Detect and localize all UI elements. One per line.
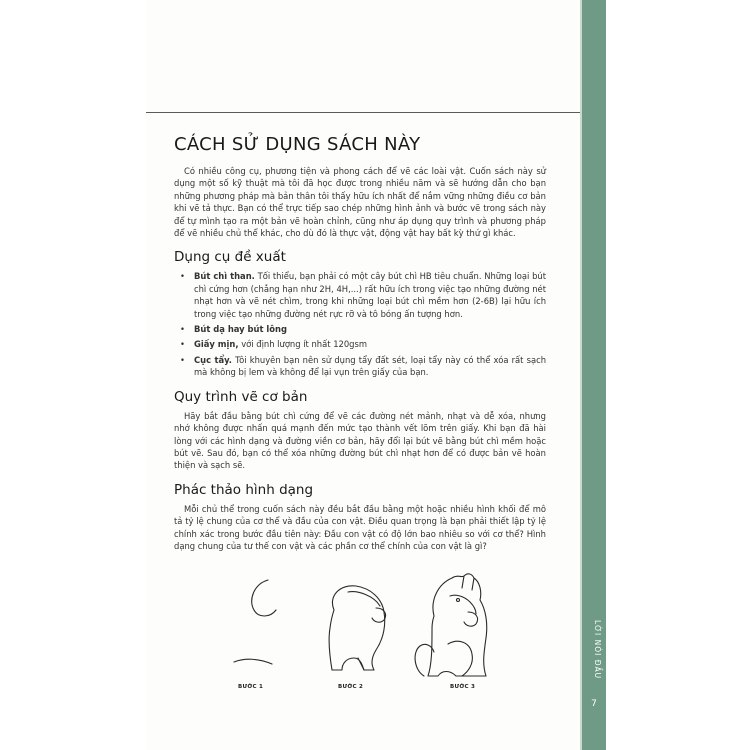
tool-item <box>188 354 546 379</box>
tool-term: Giấy mịn, <box>194 339 239 350</box>
step2-body-outline <box>329 586 385 670</box>
step-2-caption: BƯỚC 2 <box>338 684 364 690</box>
step2-leg <box>358 658 364 670</box>
drawing-steps-illustration <box>224 566 504 694</box>
step1-head-circle <box>252 580 276 616</box>
chapter-tab-label: LỜI NÓI ĐẦU <box>593 620 602 680</box>
tools-list <box>174 270 546 378</box>
tools-heading: Dụng cụ đề xuất <box>174 249 286 266</box>
tool-description: với định lượng ít nhất 120gsm <box>241 339 368 350</box>
step3-haunch <box>448 641 472 676</box>
step-1-caption: BƯỚC 1 <box>238 684 264 690</box>
intro-paragraph: Có nhiều công cụ, phương tiện và phong cách để vẽ các loài vật. Cuốn sách này sử dụng một số kỹ thuật mà tôi đã học được trong nhiều năm và sẽ hướng dẫn cho bạn những phương pháp mà bản thân tôi thấy hữu ích nhất để nắm vững những điều cơ bản khi vẽ tả thực. Bạn có thể trực tiếp sao chép những hình ảnh và bước vẽ trong sách này để tự mình tạo ra một bản vẽ hoàn chỉnh, cũng như áp dụng quy trình và phương pháp để vẽ nhiều chủ thể khác, cho dù đó là thực vật, động vật hay bất kỳ thứ gì khác. <box>174 166 546 239</box>
process-heading: Quy trình vẽ cơ bản <box>174 388 308 405</box>
step1-ground-arc <box>234 659 272 664</box>
squirrel-sketch-steps <box>224 566 504 694</box>
page-content <box>174 134 546 552</box>
tool-term: Bút dạ hay bút lông <box>194 324 288 335</box>
step2-head-line <box>348 592 380 606</box>
step3-face <box>450 595 476 614</box>
tool-description: Tôi khuyên bạn nên sử dụng tẩy đất sét, loại tẩy này có thể xóa rất sạch mà không bị lem và không để lại vụn trên giấy của bạn. <box>194 354 546 378</box>
page-number: 7 <box>591 699 597 709</box>
tool-item <box>188 338 546 350</box>
step3-eye <box>457 599 460 602</box>
step-3-caption: BƯỚC 3 <box>450 684 476 690</box>
step2-paws <box>372 608 386 622</box>
process-paragraph: Hãy bắt đầu bằng bút chì cứng để vẽ các đường nét mảnh, nhạt và dễ xóa, nhưng nhớ không được nhấn quá mạnh đến mức tạo thành vết lõm trên giấy. Khi bạn đã hài lòng với các hình dạng và đường viền cơ bản, hãy đổi lại bút vẽ bằng bút chì mềm hoặc bút vẽ. Sau đó, bạn có thể xóa những đường bút chì nhạt hơn để có được bản vẽ hoàn thiện và sạch sẽ. <box>174 410 546 471</box>
tool-description: Tối thiểu, bạn phải có một cây bút chì HB tiêu chuẩn. Những loại bút chì cứng hơn (chẳng hạn như 2H, 4H,...) rất hữu ích trong việc tạo những đường nét nhạt hơn và vẽ nét chìm, trong khi những loại bút chì mềm hơn (2-6B) lại hữu ích trong việc tạo những đường nét rực rỡ và tô bóng ấn tượng hơn. <box>194 271 546 319</box>
tool-term: Bút chì than. <box>194 271 255 282</box>
tool-item <box>188 270 546 320</box>
tool-item <box>188 323 546 335</box>
step3-body <box>428 574 487 676</box>
step3-ear-2 <box>472 578 474 590</box>
step3-ear <box>462 576 464 588</box>
page-title: CÁCH SỬ DỤNG SÁCH NÀY <box>174 134 421 155</box>
header-divider <box>146 112 580 113</box>
sketch-heading: Phác thảo hình dạng <box>174 481 314 498</box>
sketch-paragraph: Mỗi chủ thể trong cuốn sách này đều bắt đầu bằng một hoặc nhiều hình khối để mô tả tỷ lệ chung của cơ thể và đầu của con vật. Điều quan trọng là bạn phải thiết lập tỷ lệ chính xác trong bước đầu tiên này: Đầu con vật có độ lớn bao nhiêu so với cơ thể? Hình dạng chung của tư thế con vật và các phần cơ thể chính của con vật là gì? <box>174 503 546 551</box>
tool-term: Cục tẩy. <box>194 354 232 365</box>
step3-arm <box>464 612 478 626</box>
